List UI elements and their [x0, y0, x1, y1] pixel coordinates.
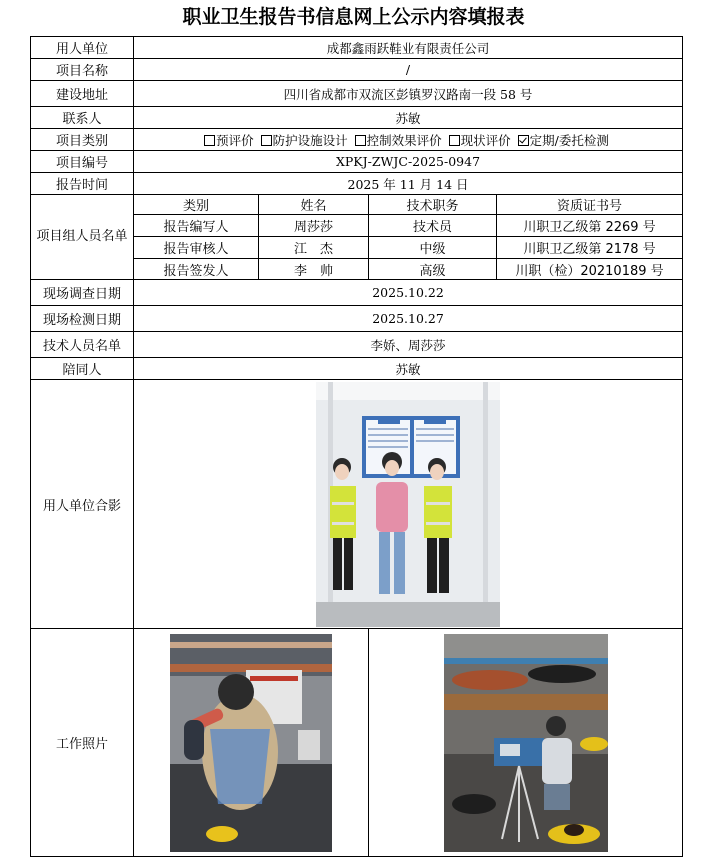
group-photo-label: 用人单位合影	[31, 380, 134, 629]
group-photo-image	[316, 382, 500, 627]
project-type-options	[134, 129, 683, 151]
report-date-label: 报告时间	[31, 173, 134, 195]
address-label: 建设地址	[31, 81, 134, 107]
info-form-table	[30, 36, 683, 857]
type-option-protection-design[interactable]	[261, 131, 348, 149]
project-name-label: 项目名称	[31, 59, 134, 81]
work-photo-cell-1	[134, 629, 369, 857]
project-no-label: 项目编号	[31, 151, 134, 173]
type-option-label: 定期/委托检测	[529, 132, 609, 148]
checkbox-icon[interactable]	[449, 135, 460, 146]
work-photo-cell-2	[369, 629, 683, 857]
row-accompany	[31, 358, 683, 380]
member-cert: 川职卫乙级第 2269 号	[497, 215, 683, 237]
row-contact	[31, 107, 683, 129]
address-value: 四川省成都市双流区彭镇罗汉路南一段 58 号	[134, 81, 683, 107]
test-date-label: 现场检测日期	[31, 306, 134, 332]
member-name: 周莎莎	[259, 215, 369, 237]
contact-value: 苏敏	[134, 107, 683, 129]
project-type-label: 项目类别	[31, 129, 134, 151]
group-photo-cell	[134, 380, 683, 629]
row-group-photo	[31, 380, 683, 629]
row-project-no	[31, 151, 683, 173]
row-test-date	[31, 306, 683, 332]
checkbox-icon[interactable]	[261, 135, 272, 146]
row-address	[31, 81, 683, 107]
checkbox-icon[interactable]	[355, 135, 366, 146]
row-work-photos	[31, 629, 683, 857]
type-option-control-effect[interactable]	[355, 131, 442, 149]
accompany-value: 苏敏	[134, 358, 683, 380]
team-header-title: 技术职务	[369, 195, 497, 215]
row-technicians	[31, 332, 683, 358]
team-header-role: 类别	[134, 195, 259, 215]
contact-label: 联系人	[31, 107, 134, 129]
work-photo-sewing-image	[170, 634, 332, 852]
type-option-pre-evaluation[interactable]	[204, 131, 254, 149]
report-date-value: 2025 年 11 月 14 日	[134, 173, 683, 195]
member-title: 中级	[369, 237, 497, 259]
team-header-row	[31, 195, 683, 215]
checkbox-icon[interactable]	[204, 135, 215, 146]
employer-value: 成都鑫雨跃鞋业有限责任公司	[134, 37, 683, 59]
work-photo-testing-image	[444, 634, 608, 852]
project-no-value: XPKJ-ZWJC-2025-0947	[134, 151, 683, 173]
test-date-value: 2025.10.27	[134, 306, 683, 332]
work-photos-label: 工作照片	[31, 629, 134, 857]
team-header-name: 姓名	[259, 195, 369, 215]
survey-date-value: 2025.10.22	[134, 280, 683, 306]
team-label: 项目组人员名单	[31, 195, 134, 280]
type-option-label: 控制效果评价	[366, 132, 442, 148]
member-cert: 川职卫乙级第 2178 号	[497, 237, 683, 259]
employer-label: 用人单位	[31, 37, 134, 59]
team-header-cert: 资质证书号	[497, 195, 683, 215]
member-cert: 川职（检）20210189 号	[497, 259, 683, 280]
member-role: 报告编写人	[134, 215, 259, 237]
type-option-periodic-testing[interactable]	[518, 131, 609, 149]
type-option-label: 防护设施设计	[272, 132, 348, 148]
row-project-name	[31, 59, 683, 81]
member-name: 李 帅	[259, 259, 369, 280]
member-name: 江 杰	[259, 237, 369, 259]
technicians-label: 技术人员名单	[31, 332, 134, 358]
type-option-label: 预评价	[216, 132, 254, 148]
member-role: 报告签发人	[134, 259, 259, 280]
row-project-type	[31, 129, 683, 151]
row-survey-date	[31, 280, 683, 306]
row-employer	[31, 37, 683, 59]
survey-date-label: 现场调查日期	[31, 280, 134, 306]
page-title: 职业卫生报告书信息网上公示内容填报表	[182, 6, 525, 28]
member-role: 报告审核人	[134, 237, 259, 259]
checked-checkbox-icon[interactable]	[518, 135, 529, 146]
type-option-status-evaluation[interactable]	[449, 131, 511, 149]
member-title: 技术员	[369, 215, 497, 237]
row-report-date	[31, 173, 683, 195]
project-name-value: /	[134, 59, 683, 81]
type-option-label: 现状评价	[460, 132, 511, 148]
technicians-value: 李娇、周莎莎	[134, 332, 683, 358]
member-title: 高级	[369, 259, 497, 280]
accompany-label: 陪同人	[31, 358, 134, 380]
